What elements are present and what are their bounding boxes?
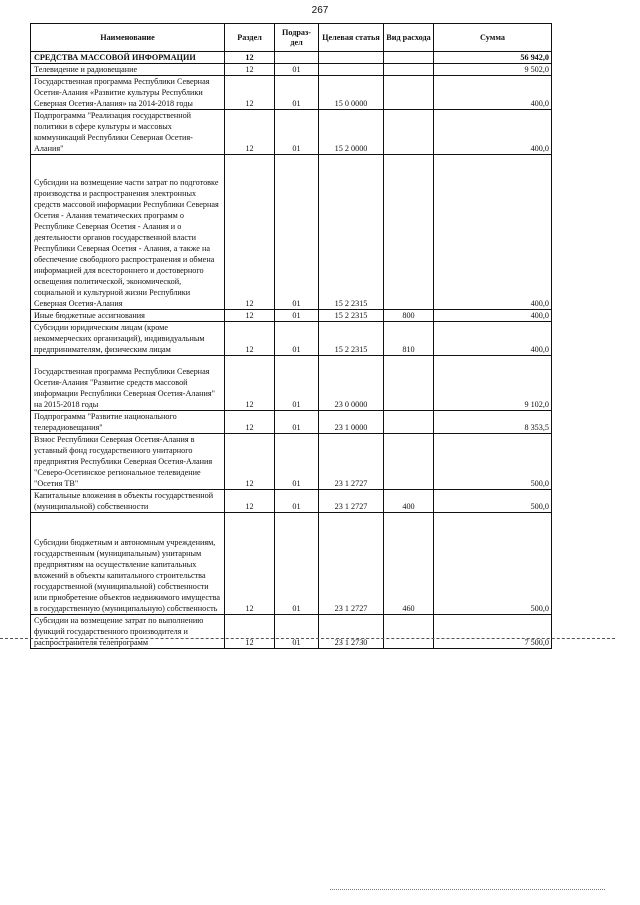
row-subsection: 01 — [275, 513, 319, 615]
row-target: 23 1 2727 — [319, 513, 384, 615]
row-expense-type — [384, 356, 434, 411]
row-target: 23 1 2730 — [319, 615, 384, 649]
row-amount: 9 102,0 — [434, 356, 552, 411]
row-amount: 400,0 — [434, 322, 552, 356]
row-name: Подпрограмма "Реализация государственной политики в сфере культуры и массовых коммуникаций Республики Северная Осетия-Алания" — [31, 110, 225, 155]
row-subsection: 01 — [275, 490, 319, 513]
row-section: 12 — [225, 615, 275, 649]
row-section: 12 — [225, 322, 275, 356]
table-row — [31, 490, 552, 513]
table-row — [31, 155, 552, 310]
row-expense-type: 460 — [384, 513, 434, 615]
row-name: Субсидии на возмещение затрат по выполнению функций государственного производителя и распространителя телепрограмм — [31, 615, 225, 649]
row-section: 12 — [225, 356, 275, 411]
table-header — [31, 24, 552, 52]
row-subsection: 01 — [275, 615, 319, 649]
table-row — [31, 411, 552, 434]
header-name: Наименование — [31, 24, 225, 52]
row-amount: 7 500,0 — [434, 615, 552, 649]
row-expense-type — [384, 411, 434, 434]
row-expense-type — [384, 155, 434, 310]
row-amount: 400,0 — [434, 110, 552, 155]
row-target: 15 0 0000 — [319, 76, 384, 110]
table-row — [31, 52, 552, 64]
table-row — [31, 615, 552, 649]
header-target: Целевая статья — [319, 24, 384, 52]
header-expense-type: Вид расхода — [384, 24, 434, 52]
row-target: 15 2 2315 — [319, 310, 384, 322]
row-target: 23 1 2727 — [319, 434, 384, 490]
row-section: 12 — [225, 411, 275, 434]
row-name: Государственная программа Республики Северная Осетия-Алания «Развитие культуры Республики Северная Осетия-Алания» на 2014-2018 годы — [31, 76, 225, 110]
row-expense-type: 810 — [384, 322, 434, 356]
header-subsection: Подраз-дел — [275, 24, 319, 52]
row-expense-type — [384, 434, 434, 490]
row-amount: 500,0 — [434, 434, 552, 490]
row-subsection: 01 — [275, 322, 319, 356]
row-target: 15 2 2315 — [319, 155, 384, 310]
row-amount: 400,0 — [434, 155, 552, 310]
row-subsection — [275, 52, 319, 64]
row-name: Иные бюджетные ассигнования — [31, 310, 225, 322]
row-expense-type — [384, 615, 434, 649]
row-amount: 500,0 — [434, 513, 552, 615]
row-section: 12 — [225, 513, 275, 615]
row-subsection: 01 — [275, 64, 319, 76]
row-target: 23 1 2727 — [319, 490, 384, 513]
row-section: 12 — [225, 155, 275, 310]
row-target — [319, 64, 384, 76]
table-row — [31, 76, 552, 110]
row-amount: 9 502,0 — [434, 64, 552, 76]
header-section: Раздел — [225, 24, 275, 52]
row-section: 12 — [225, 310, 275, 322]
row-amount: 500,0 — [434, 490, 552, 513]
row-name: Подпрограмма "Развитие национального телерадиовещания" — [31, 411, 225, 434]
row-section: 12 — [225, 76, 275, 110]
table-row — [31, 64, 552, 76]
row-target: 15 2 2315 — [319, 322, 384, 356]
row-target: 23 1 0000 — [319, 411, 384, 434]
scan-cut-line — [0, 638, 615, 639]
table-row — [31, 356, 552, 411]
row-subsection: 01 — [275, 110, 319, 155]
row-section: 12 — [225, 52, 275, 64]
row-section: 12 — [225, 434, 275, 490]
row-subsection: 01 — [275, 411, 319, 434]
budget-table — [30, 23, 552, 649]
row-name: Субсидии бюджетным и автономным учреждениям, государственным (муниципальным) унитарным предприятиям на осуществление капитальных вложений в объекты капитального строительства государственной (муниципальной) собственности или приобретение объектов недвижимого имущества в государственную (муниципальную) собственность — [31, 513, 225, 615]
table-row — [31, 310, 552, 322]
row-name: Капитальные вложения в объекты государственной (муниципальной) собственности — [31, 490, 225, 513]
row-section: 12 — [225, 64, 275, 76]
row-target: 23 0 0000 — [319, 356, 384, 411]
row-name: Субсидии на возмещение части затрат по подготовке производства и распространения электронных средств массовой информации Республики Северная Осетия - Алания тематических программ о Республике Северная Осетия - Алания и о деятельности органов государственной власти Республики Северная Осетия - Алания, а также на обеспечение свободного распространения и обмена информацией для всестороннего и достоверного освещения политической, экономической, социальной и культурной жизни Республики Северная Осетия-Алания — [31, 155, 225, 310]
table-row — [31, 513, 552, 615]
table-row — [31, 434, 552, 490]
row-subsection: 01 — [275, 356, 319, 411]
row-subsection: 01 — [275, 155, 319, 310]
row-expense-type: 800 — [384, 310, 434, 322]
row-amount: 400,0 — [434, 310, 552, 322]
page-number: 267 — [311, 5, 329, 16]
row-amount: 8 353,5 — [434, 411, 552, 434]
table-body — [31, 52, 552, 649]
row-expense-type — [384, 76, 434, 110]
row-subsection: 01 — [275, 76, 319, 110]
row-expense-type — [384, 52, 434, 64]
row-section: 12 — [225, 110, 275, 155]
row-target: 15 2 0000 — [319, 110, 384, 155]
row-name: Взнос Республики Северная Осетия-Алания в уставный фонд государственного унитарного предприятия Республики Северная Осетия-Алания "Северо-Осетинское региональное телевидение "Осетия ТВ" — [31, 434, 225, 490]
table-row — [31, 110, 552, 155]
row-expense-type: 400 — [384, 490, 434, 513]
row-name: СРЕДСТВА МАССОВОЙ ИНФОРМАЦИИ — [31, 52, 225, 64]
scan-footer-line — [330, 889, 605, 890]
table-row — [31, 322, 552, 356]
row-amount: 400,0 — [434, 76, 552, 110]
row-expense-type — [384, 110, 434, 155]
row-section: 12 — [225, 490, 275, 513]
row-subsection: 01 — [275, 434, 319, 490]
header-amount: Сумма — [434, 24, 552, 52]
row-name: Государственная программа Республики Северная Осетия-Алания "Развитие средств массовой информации Республики Северная Осетия-Алания" на 2015-2018 годы — [31, 356, 225, 411]
row-name: Субсидии юридическим лицам (кроме некоммерческих организаций), индивидуальным предпринимателям, физическим лицам — [31, 322, 225, 356]
row-expense-type — [384, 64, 434, 76]
row-target — [319, 52, 384, 64]
row-amount: 56 942,0 — [434, 52, 552, 64]
row-name: Телевидение и радиовещание — [31, 64, 225, 76]
row-subsection: 01 — [275, 310, 319, 322]
